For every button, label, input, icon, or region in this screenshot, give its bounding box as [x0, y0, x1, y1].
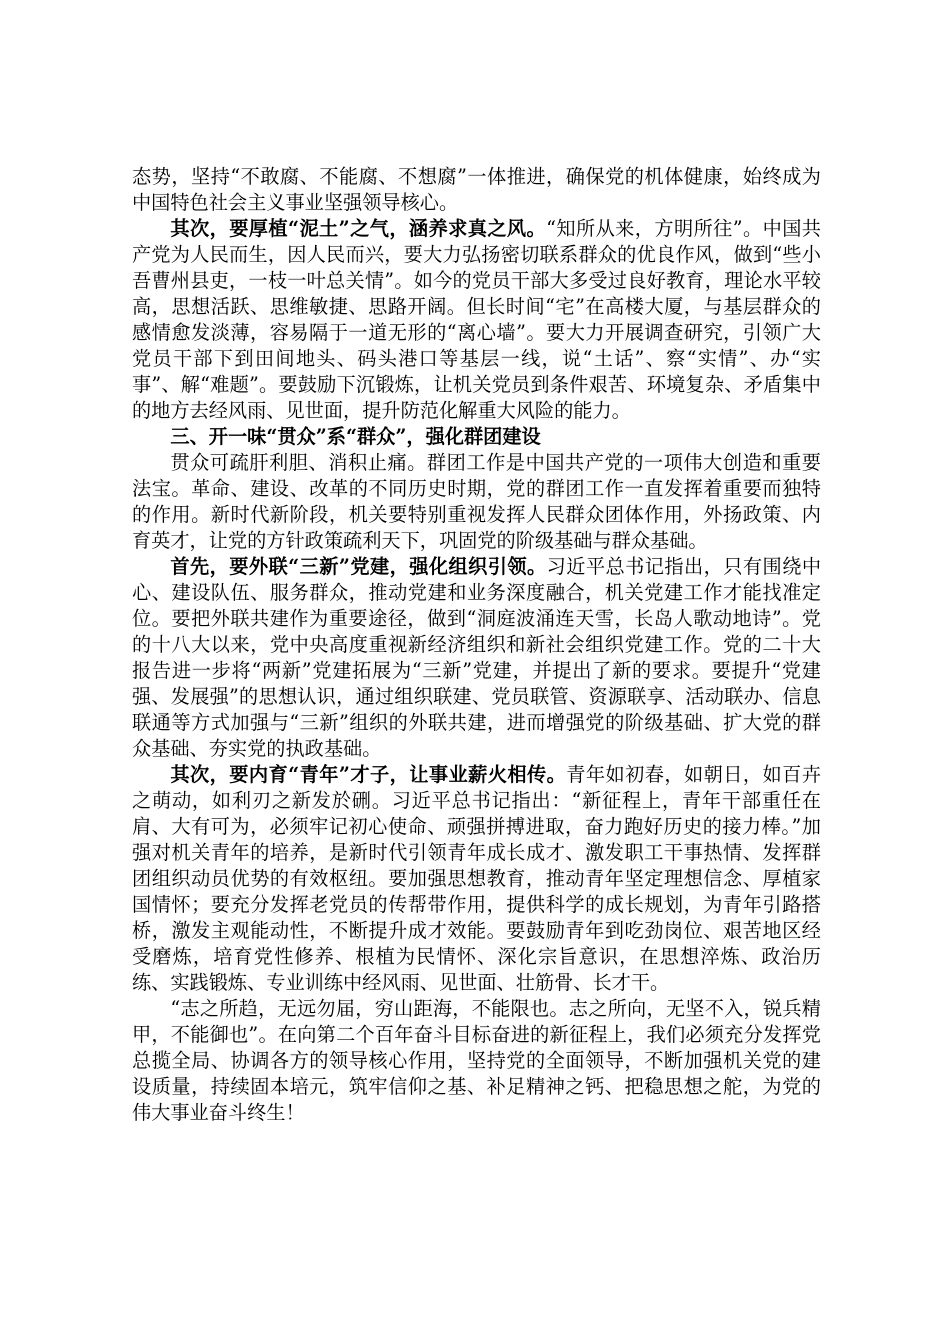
paragraph-body: 青年如初春，如朝日，如百卉之萌动，如利刃之新发於硎。习近平总书记指出：“新征程上，青年干部重任在肩、大有可为，必须牢记初心使命、顽强拼搏进取，奋力跑好历史的接力棒。”加强对机关青年的培养，是新时代引领青年成长成才、激发职工干事热情、发挥群团组织动员优势的有效枢纽。要加强思想教育，推动青年坚定理想信念、厚植家国情怀；要充分发挥老党员的传帮带作用，提供科学的成长规划，为青年引路搭桥，激发主观能动性，不断提升成才效能。要鼓励青年到吃劲岗位、艰苦地区经受磨炼，培育党性修养、根植为民情怀、深化宗旨意识，在思想淬炼、政治历练、实践锻炼、专业训练中经风雨、见世面、壮筋骨、长才干。	[132, 763, 822, 994]
paragraph-lead: 首先，要外联“三新”党建，强化组织引领。	[170, 555, 547, 578]
paragraph-mass-line	[132, 216, 821, 424]
section-heading-3: 三、开一味“贯众”系“群众”，强化群团建设	[170, 425, 541, 448]
paragraph-conclusion: “志之所趋，无远勿届，穷山距海，不能限也。志之所向，无坚不入，锐兵精甲，不能御也”。在向第二个百年奋斗目标奋进的新征程上，我们必须充分发挥党总揽全局、协调各方的领导核心作用，坚持党的全面领导，不断加强机关党的建设质量，持续固本培元，筑牢信仰之基、补足精神之钙、把稳思想之舵，为党的伟大事业奋斗终生！	[132, 997, 821, 1124]
document-page	[132, 164, 821, 1126]
paragraph-body: 习近平总书记指出，只有围绕中心、建设队伍、服务群众，推动党建和业务深度融合，机关党建工作才能找准定位。要把外联共建作为重要途径，做到“洞庭波涌连天雪，长岛人歌动地诗”。党的十八大以来，党中央高度重视新经济组织和新社会组织党建工作。党的二十大报告进一步将“两新”党建拓展为“三新”党建，并提出了新的要求。要提升“党建强、发展强”的思想认识，通过组织联建、党员联管、资源联享、活动联办、信息联通等方式加强与“三新”组织的外联共建，进而增强党的阶级基础、扩大党的群众基础、夯实党的执政基础。	[132, 555, 822, 760]
paragraph-youth-cultivation	[132, 762, 821, 996]
paragraph-three-new-party-building	[132, 554, 821, 762]
paragraph-continuation: 态势，坚持“不敢腐、不能腐、不想腐”一体推进，确保党的机体健康，始终成为中国特色社会主义事业坚强领导核心。	[132, 165, 821, 214]
paragraph-body: “知所从来，方明所往”。中国共产党为人民而生，因人民而兴，要大力弘扬密切联系群众的优良作风，做到“些小吾曹州县吏，一枝一叶总关情”。如今的党员干部大多受过良好教育，理论水平较高，思想活跃、思维敏捷、思路开阔。但长时间“宅”在高楼大厦，与基层群众的感情愈发淡薄，容易隔于一道无形的“离心墙”。要大力开展调查研究，引领广大党员干部下到田间地头、码头港口等基层一线，说“土话”、察“实情”、办“实事”、解“难题”。要鼓励下沉锻炼，让机关党员到条件艰苦、环境复杂、矛盾集中的地方去经风雨、见世面，提升防范化解重大风险的能力。	[132, 217, 821, 422]
paragraph-mass-organization-intro: 贯众可疏肝利胆、消积止痛。群团工作是中国共产党的一项伟大创造和重要法宝。革命、建设、改革的不同历史时期，党的群团工作一直发挥着重要而独特的作用。新时代新阶段，机关要特别重视发挥人民群众团体作用，外扬政策、内育英才，让党的方针政策疏利天下，巩固党的阶级基础与群众基础。	[132, 451, 821, 552]
paragraph-lead: 其次，要厚植“泥土”之气，涵养求真之风。	[170, 217, 547, 240]
paragraph-lead: 其次，要内育“青年”才子，让事业薪火相传。	[170, 763, 567, 786]
